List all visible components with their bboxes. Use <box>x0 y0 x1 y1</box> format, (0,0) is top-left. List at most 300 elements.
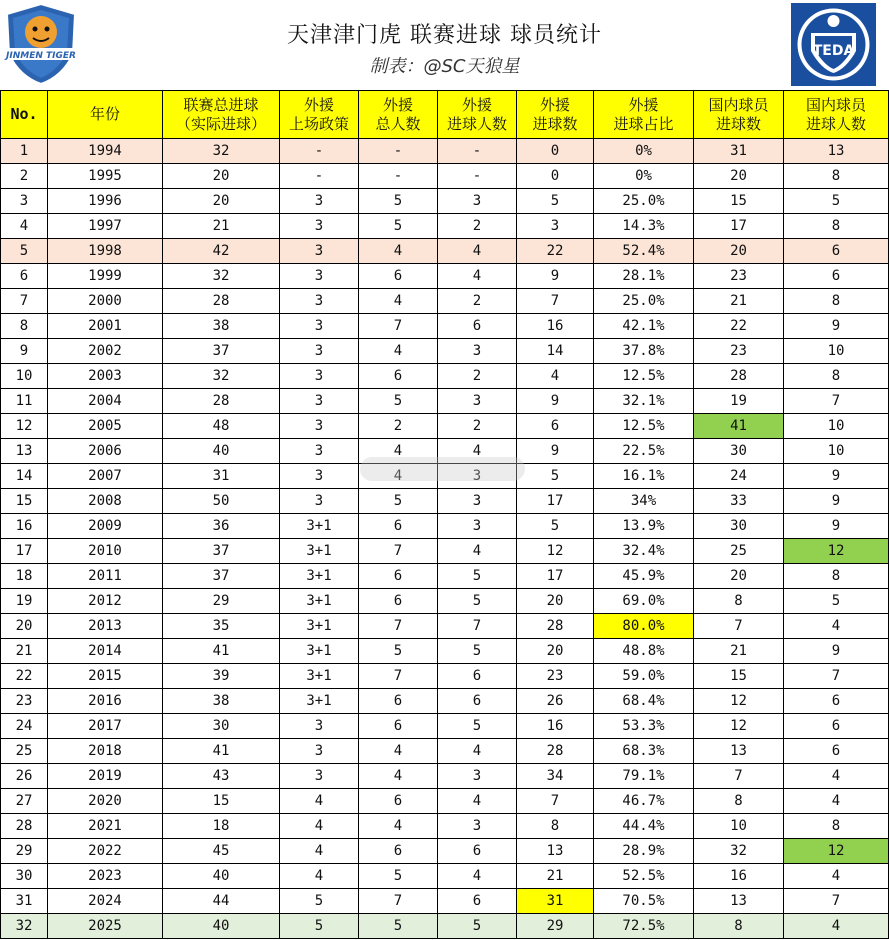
table-cell: 3 <box>280 414 359 439</box>
table-cell: 32 <box>163 364 280 389</box>
table-cell: 0 <box>517 164 594 189</box>
table-cell: 50 <box>163 489 280 514</box>
table-cell: 2019 <box>48 764 163 789</box>
table-cell: 29 <box>1 839 48 864</box>
column-header: 国内球员 进球数 <box>694 91 784 139</box>
table-cell: 23 <box>694 339 784 364</box>
table-cell: 2006 <box>48 439 163 464</box>
table-header-row <box>1 91 889 139</box>
table-cell: 26 <box>517 689 594 714</box>
table-cell: 15 <box>1 489 48 514</box>
table-cell: 3 <box>280 739 359 764</box>
table-cell: 32 <box>1 914 48 939</box>
table-cell: - <box>359 164 438 189</box>
table-cell: 3 <box>280 289 359 314</box>
table-cell: 3 <box>280 764 359 789</box>
table-cell: 8 <box>1 314 48 339</box>
table-cell: 6 <box>784 714 889 739</box>
table-cell: 20 <box>517 639 594 664</box>
table-cell: 34% <box>594 489 694 514</box>
table-cell: 12 <box>517 539 594 564</box>
table-cell: 2010 <box>48 539 163 564</box>
table-cell: 6 <box>359 564 438 589</box>
table-cell: 3+1 <box>280 664 359 689</box>
table-cell: 2 <box>1 164 48 189</box>
table-row <box>1 489 889 514</box>
page-title: 天津津门虎 联赛进球 球员统计 <box>287 23 602 48</box>
table-cell: 48 <box>163 414 280 439</box>
table-cell: 7 <box>1 289 48 314</box>
table-cell: 2009 <box>48 514 163 539</box>
table-cell: 32 <box>694 839 784 864</box>
table-cell: 4 <box>784 914 889 939</box>
table-row <box>1 764 889 789</box>
table-cell: 5 <box>1 239 48 264</box>
table-row <box>1 339 889 364</box>
table-cell: 30 <box>163 714 280 739</box>
table-cell: 32.4% <box>594 539 694 564</box>
table-cell: 16 <box>1 514 48 539</box>
table-cell: 7 <box>694 764 784 789</box>
table-cell: 2018 <box>48 739 163 764</box>
table-cell: 5 <box>359 214 438 239</box>
table-row <box>1 164 889 189</box>
table-row <box>1 589 889 614</box>
table-cell: 2003 <box>48 364 163 389</box>
table-cell: 4 <box>438 789 517 814</box>
table-cell: 30 <box>694 514 784 539</box>
table-cell: 15 <box>694 189 784 214</box>
table-cell: 21 <box>1 639 48 664</box>
table-row <box>1 314 889 339</box>
column-header: 外援 进球数 <box>517 91 594 139</box>
table-cell: 28.1% <box>594 264 694 289</box>
table-cell: 10 <box>784 339 889 364</box>
table-cell: 53.3% <box>594 714 694 739</box>
table-cell: 12 <box>694 714 784 739</box>
table-row <box>1 389 889 414</box>
table-cell: 13 <box>784 139 889 164</box>
table-cell: 19 <box>694 389 784 414</box>
table-cell: - <box>280 139 359 164</box>
column-header: No. <box>1 91 48 139</box>
table-cell: 28 <box>694 364 784 389</box>
table-cell: - <box>438 164 517 189</box>
table-cell: 21 <box>517 864 594 889</box>
table-cell: 3+1 <box>280 689 359 714</box>
table-cell: - <box>438 139 517 164</box>
column-header: 外援 进球人数 <box>438 91 517 139</box>
svg-text:JINMEN TIGER: JINMEN TIGER <box>6 51 76 61</box>
table-cell: 6 <box>438 839 517 864</box>
table-cell: 9 <box>784 514 889 539</box>
table-cell: 38 <box>163 314 280 339</box>
table-row <box>1 914 889 939</box>
table-cell: 14 <box>1 464 48 489</box>
table-cell: 2 <box>438 289 517 314</box>
table-cell: 16 <box>694 864 784 889</box>
table-cell: 9 <box>784 464 889 489</box>
table-cell: 45.9% <box>594 564 694 589</box>
table-cell: 6 <box>438 889 517 914</box>
table-cell: 21 <box>694 289 784 314</box>
table-cell: 5 <box>784 589 889 614</box>
table-cell: 5 <box>438 714 517 739</box>
table-cell: 13 <box>694 889 784 914</box>
table-cell: 37 <box>163 564 280 589</box>
table-cell: 3 <box>438 764 517 789</box>
table-cell: 42.1% <box>594 314 694 339</box>
table-row <box>1 614 889 639</box>
table-cell: 30 <box>694 439 784 464</box>
table-cell: 3 <box>280 189 359 214</box>
table-cell: 3 <box>438 339 517 364</box>
table-cell: 3 <box>438 189 517 214</box>
table-cell: 28 <box>163 389 280 414</box>
table-row <box>1 814 889 839</box>
table-cell: 4 <box>438 739 517 764</box>
table-cell: 3 <box>280 439 359 464</box>
table-cell: 69.0% <box>594 589 694 614</box>
table-cell: 2012 <box>48 589 163 614</box>
table-cell: 2014 <box>48 639 163 664</box>
table-row <box>1 289 889 314</box>
table-cell: 3 <box>280 714 359 739</box>
table-cell: 3 <box>280 489 359 514</box>
table-cell: 16 <box>517 314 594 339</box>
table-cell: 12 <box>1 414 48 439</box>
table-cell: 5 <box>280 889 359 914</box>
table-cell: 2000 <box>48 289 163 314</box>
table-cell: 7 <box>784 664 889 689</box>
table-cell: 28 <box>517 739 594 764</box>
table-cell: 32 <box>163 139 280 164</box>
table-cell: 52.5% <box>594 864 694 889</box>
column-header: 外援 上场政策 <box>280 91 359 139</box>
table-cell: 41 <box>694 414 784 439</box>
table-cell: - <box>359 139 438 164</box>
table-cell: 2023 <box>48 864 163 889</box>
table-row <box>1 364 889 389</box>
table-cell: 15 <box>163 789 280 814</box>
table-cell: 6 <box>359 839 438 864</box>
table-cell: 1995 <box>48 164 163 189</box>
table-cell: 4 <box>438 264 517 289</box>
table-cell: 38 <box>163 689 280 714</box>
table-cell: 2025 <box>48 914 163 939</box>
table-row <box>1 539 889 564</box>
table-cell: 13 <box>517 839 594 864</box>
table-cell: 27 <box>1 789 48 814</box>
table-cell: 9 <box>517 439 594 464</box>
table-cell: 0% <box>594 139 694 164</box>
column-header: 外援 总人数 <box>359 91 438 139</box>
table-cell: 6 <box>517 414 594 439</box>
table-cell: 5 <box>438 914 517 939</box>
table-cell: 9 <box>517 389 594 414</box>
table-cell: 4 <box>784 614 889 639</box>
table-cell: 3 <box>280 464 359 489</box>
table-cell: 5 <box>517 189 594 214</box>
table-cell: 28 <box>517 614 594 639</box>
table-cell: 80.0% <box>594 614 694 639</box>
table-cell: 5 <box>280 914 359 939</box>
table-cell: - <box>280 164 359 189</box>
table-cell: 25.0% <box>594 289 694 314</box>
table-cell: 31 <box>163 464 280 489</box>
table-cell: 59.0% <box>594 664 694 689</box>
table-cell: 8 <box>784 814 889 839</box>
table-cell: 1 <box>1 139 48 164</box>
table-cell: 12.5% <box>594 364 694 389</box>
table-cell: 2002 <box>48 339 163 364</box>
table-cell: 6 <box>784 264 889 289</box>
table-cell: 41 <box>163 639 280 664</box>
table-cell: 17 <box>694 214 784 239</box>
table-cell: 17 <box>517 489 594 514</box>
svg-text:TEDA: TEDA <box>812 43 855 59</box>
table-cell: 68.4% <box>594 689 694 714</box>
table-cell: 3 <box>280 264 359 289</box>
table-cell: 2021 <box>48 814 163 839</box>
table-cell: 31 <box>694 139 784 164</box>
page-subtitle: 制表：@SC天狼星 <box>369 56 520 77</box>
table-cell: 20 <box>694 564 784 589</box>
table-cell: 13.9% <box>594 514 694 539</box>
table-cell: 6 <box>359 789 438 814</box>
table-cell: 8 <box>517 814 594 839</box>
table-cell: 8 <box>694 589 784 614</box>
table-cell: 3 <box>280 339 359 364</box>
table-cell: 23 <box>1 689 48 714</box>
table-cell: 24 <box>694 464 784 489</box>
table-cell: 6 <box>359 714 438 739</box>
table-cell: 41 <box>163 739 280 764</box>
table-cell: 19 <box>1 589 48 614</box>
table-cell: 10 <box>1 364 48 389</box>
table-cell: 2 <box>438 214 517 239</box>
table-cell: 30 <box>1 864 48 889</box>
table-cell: 4 <box>438 239 517 264</box>
table-cell: 37 <box>163 539 280 564</box>
table-row <box>1 189 889 214</box>
table-cell: 18 <box>1 564 48 589</box>
table-cell: 70.5% <box>594 889 694 914</box>
table-cell: 7 <box>359 539 438 564</box>
table-cell: 2007 <box>48 464 163 489</box>
table-cell: 8 <box>694 789 784 814</box>
table-cell: 22 <box>517 239 594 264</box>
table-cell: 1999 <box>48 264 163 289</box>
table-row <box>1 689 889 714</box>
table-row <box>1 664 889 689</box>
table-cell: 6 <box>359 514 438 539</box>
table-cell: 25 <box>1 739 48 764</box>
table-body <box>1 139 889 939</box>
table-cell: 4 <box>280 864 359 889</box>
table-cell: 6 <box>784 239 889 264</box>
table-cell: 5 <box>517 464 594 489</box>
table-row <box>1 639 889 664</box>
table-cell: 8 <box>784 289 889 314</box>
table-cell: 4 <box>280 814 359 839</box>
table-row <box>1 264 889 289</box>
table-cell: 0 <box>517 139 594 164</box>
table-cell: 7 <box>517 789 594 814</box>
table-cell: 14 <box>517 339 594 364</box>
table-cell: 3+1 <box>280 639 359 664</box>
table-cell: 8 <box>784 564 889 589</box>
table-cell: 5 <box>438 589 517 614</box>
table-cell: 17 <box>1 539 48 564</box>
table-cell: 4 <box>784 864 889 889</box>
table-cell: 68.3% <box>594 739 694 764</box>
table-cell: 3 <box>280 239 359 264</box>
table-cell: 20 <box>694 164 784 189</box>
table-cell: 14.3% <box>594 214 694 239</box>
table-cell: 45 <box>163 839 280 864</box>
table-cell: 2004 <box>48 389 163 414</box>
table-cell: 9 <box>784 489 889 514</box>
table-cell: 4 <box>359 239 438 264</box>
table-cell: 3+1 <box>280 589 359 614</box>
table-cell: 6 <box>438 664 517 689</box>
table-cell: 12 <box>784 539 889 564</box>
table-cell: 20 <box>1 614 48 639</box>
table-cell: 37 <box>163 339 280 364</box>
table-cell: 24 <box>1 714 48 739</box>
table-cell: 5 <box>517 514 594 539</box>
table-cell: 29 <box>163 589 280 614</box>
table-cell: 2015 <box>48 664 163 689</box>
table-cell: 9 <box>784 314 889 339</box>
table-cell: 2017 <box>48 714 163 739</box>
table-row <box>1 714 889 739</box>
table-cell: 40 <box>163 914 280 939</box>
table-cell: 6 <box>359 364 438 389</box>
table-cell: 0% <box>594 164 694 189</box>
table-cell: 4 <box>359 814 438 839</box>
table-cell: 33 <box>694 489 784 514</box>
table-cell: 4 <box>359 339 438 364</box>
column-header: 外援 进球占比 <box>594 91 694 139</box>
table-cell: 44 <box>163 889 280 914</box>
table-cell: 40 <box>163 439 280 464</box>
table-row <box>1 889 889 914</box>
table-cell: 28 <box>1 814 48 839</box>
table-cell: 5 <box>359 914 438 939</box>
table-cell: 2022 <box>48 839 163 864</box>
column-header: 联赛总进球 （实际进球） <box>163 91 280 139</box>
table-cell: 6 <box>438 314 517 339</box>
table-cell: 23 <box>517 664 594 689</box>
table-cell: 12 <box>694 689 784 714</box>
table-cell: 16.1% <box>594 464 694 489</box>
table-cell: 2008 <box>48 489 163 514</box>
table-cell: 7 <box>359 889 438 914</box>
table-cell: 3 <box>438 464 517 489</box>
table-cell: 5 <box>359 489 438 514</box>
table-cell: 5 <box>359 639 438 664</box>
table-cell: 48.8% <box>594 639 694 664</box>
table-cell: 79.1% <box>594 764 694 789</box>
table-cell: 1994 <box>48 139 163 164</box>
table-cell: 9 <box>517 264 594 289</box>
table-cell: 3 <box>280 314 359 339</box>
table-cell: 2020 <box>48 789 163 814</box>
stats-table <box>0 90 889 939</box>
table-row <box>1 514 889 539</box>
table-cell: 25 <box>694 539 784 564</box>
table-cell: 3 <box>1 189 48 214</box>
table-cell: 10 <box>694 814 784 839</box>
table-cell: 2016 <box>48 689 163 714</box>
table-cell: 3 <box>438 514 517 539</box>
table-cell: 44.4% <box>594 814 694 839</box>
table-cell: 7 <box>784 889 889 914</box>
table-cell: 4 <box>438 864 517 889</box>
table-cell: 3+1 <box>280 564 359 589</box>
table-cell: 13 <box>1 439 48 464</box>
table-row <box>1 214 889 239</box>
table-cell: 22 <box>694 314 784 339</box>
table-cell: 3 <box>438 489 517 514</box>
table-cell: 31 <box>517 889 594 914</box>
teda-logo <box>791 3 876 86</box>
table-cell: 3 <box>280 214 359 239</box>
table-cell: 5 <box>784 189 889 214</box>
table-cell: 22.5% <box>594 439 694 464</box>
table-row <box>1 414 889 439</box>
table-cell: 3 <box>517 214 594 239</box>
table-cell: 5 <box>359 864 438 889</box>
table-cell: 6 <box>1 264 48 289</box>
table-cell: 28.9% <box>594 839 694 864</box>
table-row <box>1 239 889 264</box>
header <box>0 0 889 90</box>
table-cell: 3 <box>280 389 359 414</box>
table-cell: 5 <box>359 389 438 414</box>
table-cell: 1997 <box>48 214 163 239</box>
table-cell: 52.4% <box>594 239 694 264</box>
table-row <box>1 789 889 814</box>
table-cell: 39 <box>163 664 280 689</box>
table-cell: 2011 <box>48 564 163 589</box>
table-cell: 6 <box>784 739 889 764</box>
table-cell: 2 <box>359 414 438 439</box>
table-cell: 1996 <box>48 189 163 214</box>
column-header: 年份 <box>48 91 163 139</box>
table-cell: 40 <box>163 864 280 889</box>
table-cell: 46.7% <box>594 789 694 814</box>
table-cell: 6 <box>359 264 438 289</box>
table-cell: 4 <box>1 214 48 239</box>
table-cell: 18 <box>163 814 280 839</box>
table-row <box>1 864 889 889</box>
table-cell: 13 <box>694 739 784 764</box>
column-header: 国内球员 进球人数 <box>784 91 889 139</box>
table-cell: 22 <box>1 664 48 689</box>
table-cell: 2 <box>438 364 517 389</box>
table-cell: 31 <box>1 889 48 914</box>
table-cell: 4 <box>359 439 438 464</box>
table-cell: 4 <box>359 289 438 314</box>
table-cell: 4 <box>359 464 438 489</box>
table-cell: 10 <box>784 414 889 439</box>
table-cell: 26 <box>1 764 48 789</box>
table-cell: 7 <box>784 389 889 414</box>
table-cell: 3 <box>438 814 517 839</box>
